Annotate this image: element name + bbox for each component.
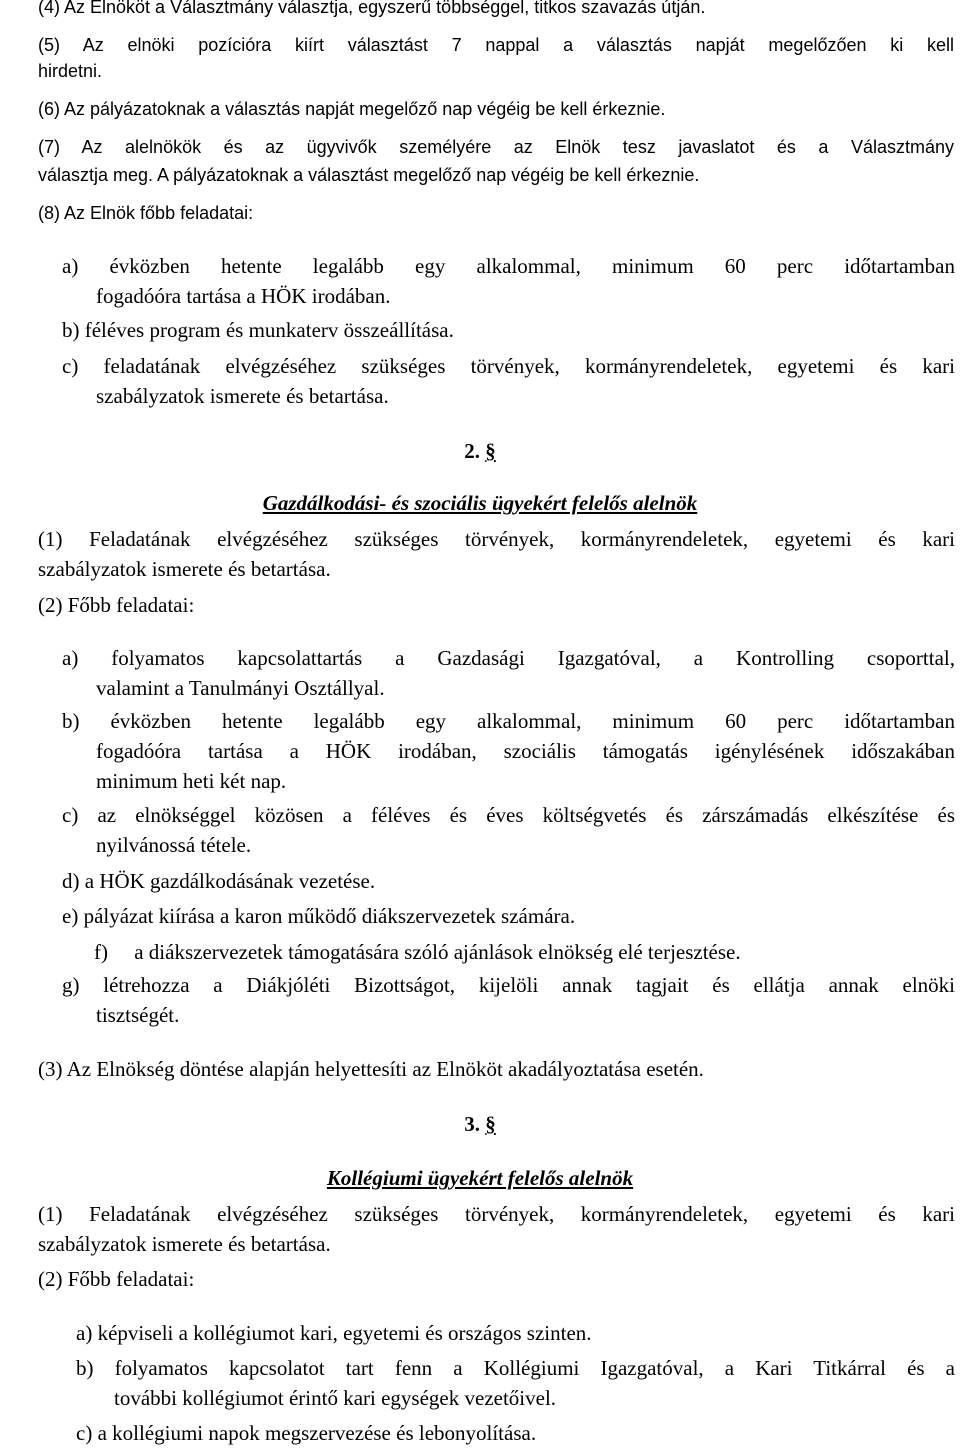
- paragraph-8: (8) Az Elnök főbb feladatai:: [38, 203, 254, 223]
- paragraph-7-line-2: választja meg. A pályázatoknak a választást megelőző nap végéig be kell érkeznie.: [38, 165, 700, 185]
- section-2-item-b-line-3: minimum heti két nap.: [96, 769, 287, 793]
- section-2-p1-line-1: (1) Feladatának elvégzéséhez szükséges törvények, kormányrendeletek, egyetemi és kari: [38, 527, 955, 551]
- section-2-item-d: d) a HÖK gazdálkodásának vezetése.: [62, 869, 376, 893]
- section-2-item-c-line-1: c) az elnökséggel közösen a féléves és éves költségvetés és zárszámadás elkészítése és: [62, 803, 955, 827]
- section-2-item-e: e) pályázat kiírása a karon működő diákszervezetek számára.: [62, 904, 576, 928]
- section-2-item-f: f) a diákszervezetek támogatására szóló ajánlások elnökség elé terjesztése.: [94, 940, 741, 964]
- section-3-title: Kollégiumi ügyekért felelős alelnök: [326, 1166, 634, 1190]
- section-3-sign: §: [485, 1112, 496, 1136]
- elnok-item-c-line-2: szabályzatok ismerete és betartása.: [96, 384, 389, 408]
- paragraph-6: (6) Az pályázatoknak a választás napját megelőző nap végéig be kell érkeznie.: [38, 99, 666, 119]
- section-2-item-b-line-1: b) évközben hetente legalább egy alkalommal, minimum 60 perc időtartamban: [62, 709, 955, 733]
- section-2-sign: §: [485, 439, 496, 463]
- section-2-p2: (2) Főbb feladatai:: [38, 593, 195, 617]
- paragraph-5-line-2: hirdetni.: [38, 61, 103, 81]
- section-2-item-a-line-2: valamint a Tanulmányi Osztállyal.: [96, 676, 385, 700]
- section-2-item-a-line-1: a) folyamatos kapcsolattartás a Gazdasági Igazgatóval, a Kontrolling csoporttal,: [62, 646, 955, 670]
- section-2-item-g-line-1: g) létrehozza a Diákjóléti Bizottságot, kijelöli annak tagjait és ellátja annak elnöki: [62, 973, 955, 997]
- elnok-item-c-line-1: c) feladatának elvégzéséhez szükséges törvények, kormányrendeletek, egyetemi és kari: [62, 354, 955, 378]
- section-2-title: Gazdálkodási- és szociális ügyekért felelős alelnök: [262, 491, 698, 515]
- elnok-item-a-line-2: fogadóóra tartása a HÖK irodában.: [96, 284, 391, 308]
- section-3-item-b-line-1: b) folyamatos kapcsolatot tart fenn a Kollégiumi Igazgatóval, a Kari Titkárral és a: [76, 1356, 955, 1380]
- section-3-p2: (2) Főbb feladatai:: [38, 1267, 195, 1291]
- section-3-item-b-line-2: további kollégiumot érintő kari egységek vezetőivel.: [114, 1386, 557, 1410]
- elnok-item-a-line-1: a) évközben hetente legalább egy alkalommal, minimum 60 perc időtartamban: [62, 254, 955, 278]
- paragraph-5-line-1: (5) Az elnöki pozícióra kiírt választást 7 nappal a választás napját megelőzően ki kell: [38, 35, 954, 55]
- paragraph-4: (4) Az Elnököt a Választmány választja, egyszerű többséggel, titkos szavazás útján.: [38, 0, 706, 17]
- section-3-p1-line-2: szabályzatok ismerete és betartása.: [38, 1232, 331, 1256]
- section-2-item-c-line-2: nyilvánossá tétele.: [96, 833, 252, 857]
- section-2-item-b-line-2: fogadóóra tartása a HÖK irodában, szociális támogatás igénylésének időszakában: [96, 739, 955, 763]
- section-3-item-a: a) képviseli a kollégiumot kari, egyetemi és országos szinten.: [76, 1321, 592, 1345]
- paragraph-7-line-1: (7) Az alelnökök és az ügyvivők személyére az Elnök tesz javaslatot és a Választmány: [38, 137, 954, 157]
- section-2-p3: (3) Az Elnökség döntése alapján helyettesíti az Elnököt akadályoztatása esetén.: [38, 1057, 704, 1081]
- section-3-item-c: c) a kollégiumi napok megszervezése és lebonyolítása.: [76, 1421, 537, 1445]
- section-2-number-label: 2.: [464, 439, 480, 463]
- section-3-p1-line-1: (1) Feladatának elvégzéséhez szükséges törvények, kormányrendeletek, egyetemi és kari: [38, 1202, 955, 1226]
- elnok-item-b: b) féléves program és munkaterv összeállítása.: [62, 318, 454, 342]
- section-2-p1-line-2: szabályzatok ismerete és betartása.: [38, 557, 331, 581]
- section-3-number-label: 3.: [464, 1112, 480, 1136]
- section-3-number: [0, 1109, 960, 1139]
- section-2-number: [0, 436, 960, 466]
- section-2-item-g-line-2: tisztségét.: [96, 1003, 180, 1027]
